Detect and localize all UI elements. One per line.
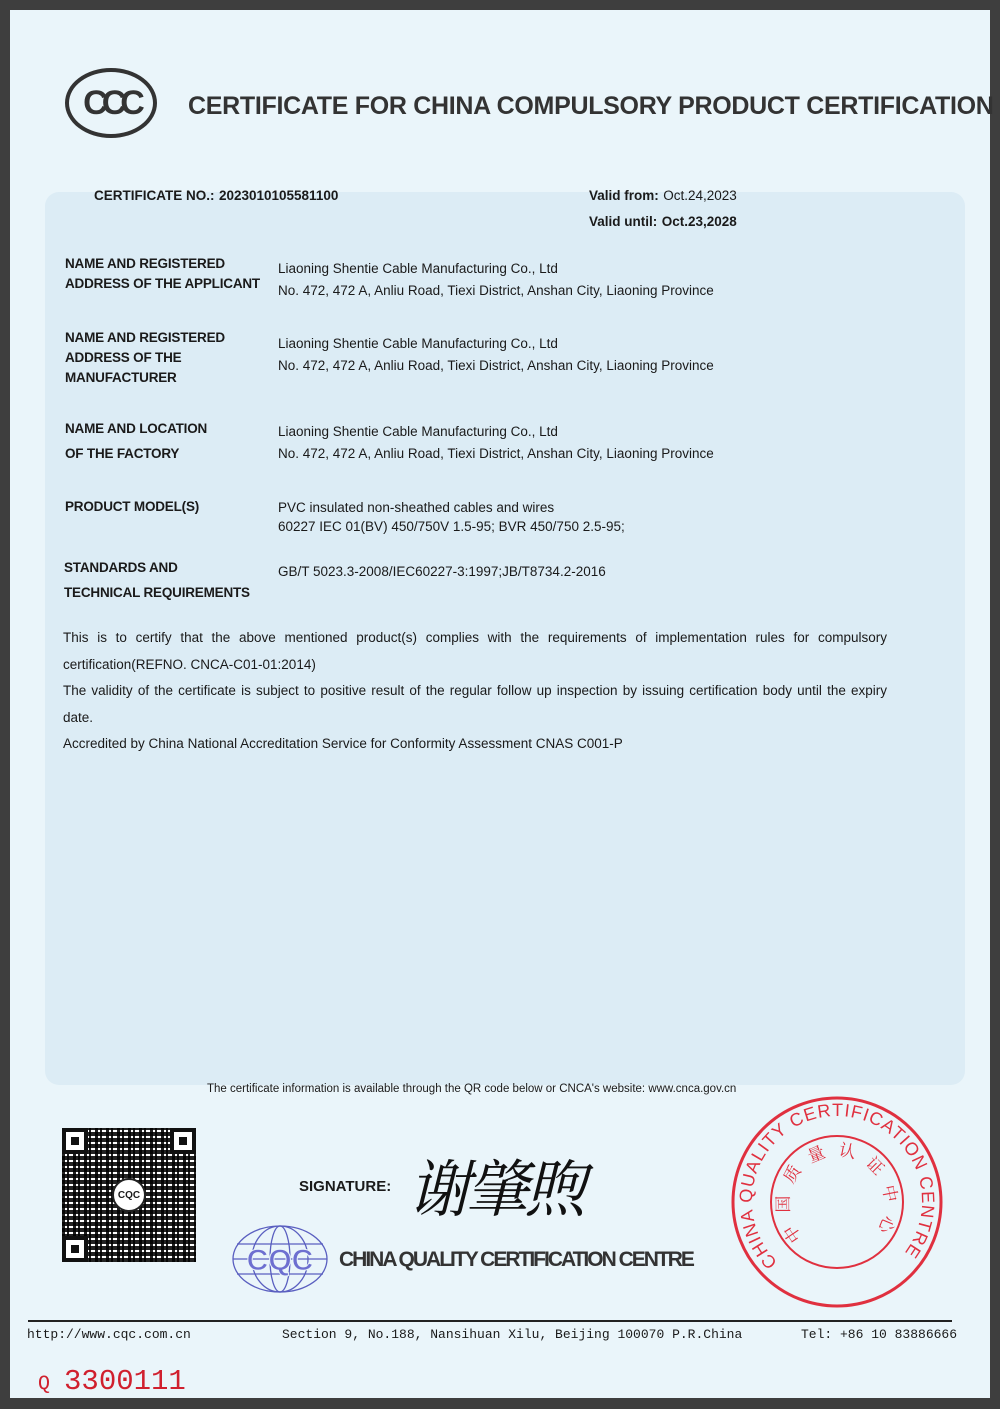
qr-center-logo: CQC: [112, 1178, 146, 1212]
ccc-logo: CCC: [65, 68, 157, 138]
svg-text:中国质量认证中心: 中国质量认证中心: [773, 1140, 901, 1247]
applicant-value: Liaoning Shentie Cable Manufacturing Co., Ltd No. 472, 472 A, Anliu Road, Tiexi District, Anshan City, Liaoning Province: [278, 261, 714, 298]
cqc-globe-logo: [231, 1224, 329, 1294]
svg-text:CHINA QUALITY CERTIFICATION CE: CHINA QUALITY CERTIFICATION CENTRE: [735, 1099, 939, 1273]
serial-number: Q 3300111: [38, 1365, 186, 1398]
factory-label: NAME AND LOCATION OF THE FACTORY: [65, 421, 208, 461]
certification-statements: This is to certify that the above mentioned product(s) complies with the requirements of implementation rules for compulsory certification(REFNO. CNCA-C01-01:2014) The validity of the certificate is subject to positive result of the regular follow up inspection by issuing certification body until the expiry date. Accredited by China National Accreditation Service for Conformity Assessment CNAS C001-P: [63, 630, 887, 751]
footer-website[interactable]: http://www.cqc.com.cn: [27, 1327, 191, 1342]
qr-code[interactable]: [62, 1128, 196, 1262]
manufacturer-value: Liaoning Shentie Cable Manufacturing Co., Ltd No. 472, 472 A, Anliu Road, Tiexi District, Anshan City, Liaoning Province: [278, 336, 714, 373]
footer-tel: Tel: +86 10 83886666: [801, 1327, 958, 1342]
certificate-title: CERTIFICATE FOR CHINA COMPULSORY PRODUCT CERTIFICATION: [188, 92, 994, 120]
qr-info-text: The certificate information is available through the QR code below or CNCA's website: www.cnca.gov.cn: [207, 1083, 737, 1095]
official-seal: [730, 1095, 945, 1310]
manufacturer-label: NAME AND REGISTERED ADDRESS OF THE MANUFACTURER: [65, 330, 225, 385]
certificate-page: [10, 10, 994, 1398]
valid-from: Valid from: Oct.24,2023: [589, 188, 737, 203]
standards-label: STANDARDS AND TECHNICAL REQUIREMENTS: [64, 560, 250, 600]
standards-value: GB/T 5023.3-2008/IEC60227-3:1997;JB/T8734.2-2016: [278, 564, 606, 579]
footer-divider: [28, 1320, 952, 1322]
product-models-label: PRODUCT MODEL(S): [65, 499, 200, 514]
factory-value: Liaoning Shentie Cable Manufacturing Co., Ltd No. 472, 472 A, Anliu Road, Tiexi District, Anshan City, Liaoning Province: [278, 424, 714, 461]
valid-until: Valid until: Oct.23,2028: [589, 214, 737, 229]
signature-handwriting: 谢肇煦: [408, 1153, 583, 1226]
product-models-value: PVC insulated non-sheathed cables and wires 60227 IEC 01(BV) 450/750V 1.5-95; BVR 450/750 2.5-95;: [278, 500, 625, 534]
issuer-name: CHINA QUALITY CERTIFICATION CENTRE: [339, 1248, 693, 1271]
certificate-number: CERTIFICATE NO.: 2023010105581100: [94, 188, 339, 203]
signature-label: SIGNATURE:: [299, 1178, 392, 1195]
svg-text:CQC: CQC: [246, 1244, 314, 1277]
applicant-label: NAME AND REGISTERED ADDRESS OF THE APPLICANT: [65, 256, 260, 291]
footer-address: Section 9, No.188, Nansihuan Xilu, Beijing 100070 P.R.China: [282, 1327, 743, 1342]
